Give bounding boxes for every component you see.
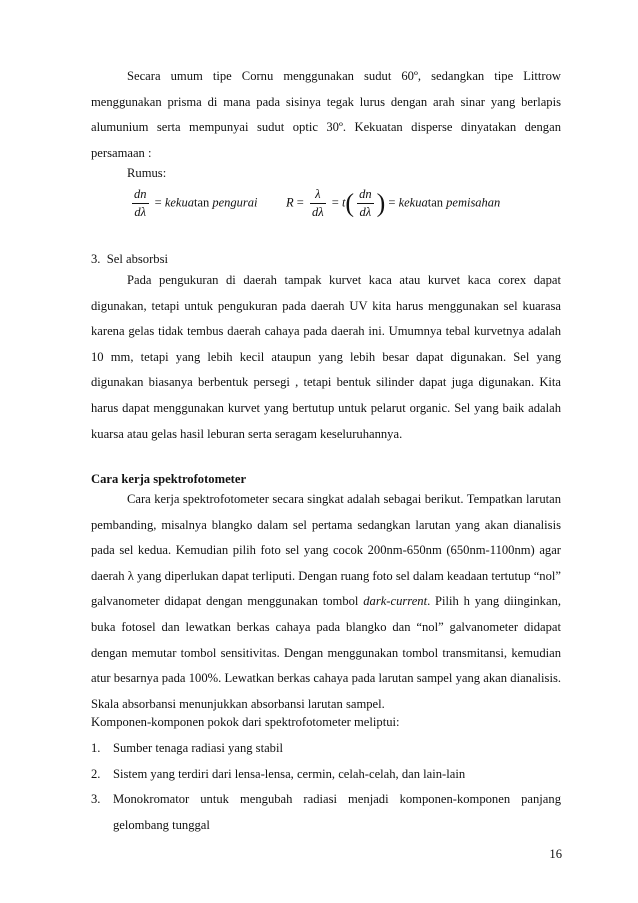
formula2-open-paren: ( <box>345 188 355 218</box>
section-3-title: Sel absorbsi <box>106 252 168 266</box>
formula1-word1: kekua <box>164 195 194 210</box>
formula2-numerator-2: dn <box>357 187 374 204</box>
cara-kerja-text-1: Cara kerja spektrofotometer secara singkat adalah sebagai berikut. Tempatkan larutan pembanding, misalnya blangko dalam sel pertama sedangkan larutan yang akan dianalisis pada sel kedua. Kemudian pilih foto sel yang cocok 200nm-650nm (650nm-1100nm) agar daerah λ yang diperlukan dapat terliputi. Dengan ruang foto sel dalam keadaan tertutup “nol” galvanometer didapat dengan menggunakan tombol <box>91 492 561 609</box>
list-item-number: 3. <box>91 792 101 807</box>
formula2-numerator-1: λ <box>310 187 326 204</box>
komponen-intro: Komponen-komponen pokok dari spektrofotometer meliptui: <box>91 715 400 729</box>
formula2-lhs: R <box>286 195 294 210</box>
formula2-fraction-1 <box>310 187 326 220</box>
formula1-numerator: dn <box>132 187 149 204</box>
list-item-number: 2. <box>91 766 101 781</box>
formula2-equals-1: = <box>296 195 304 210</box>
list-item <box>91 787 561 838</box>
list-item-text: Sumber tenaga radiasi yang stabil <box>113 741 283 755</box>
cara-kerja-text-2: . Pilih h yang diinginkan, buka fotosel dan lewatkan berkas cahaya pada blangko dan “nol” galvanometer didapat dengan memutar tombol sensitivitas. Dengan menggunakan tombol transmitansi, kemudian atur besarnya pada 100%. Lewatkan berkas cahaya pada larutan sampel yang akan dianalisis. Skala absorbansi menunjukkan absorbansi larutan sampel. <box>91 594 561 711</box>
komponen-list <box>91 736 561 838</box>
formula1-word2: pengurai <box>212 195 258 210</box>
paragraph-prism-types: Secara umum tipe Cornu menggunakan sudut 60º, sedangkan tipe Littrow menggunakan prisma di mana pada sisinya tegak lurus dengan arah sinar yang berlapis alumunium serta mempunyai sudut optic 30º. Kekuatan disperse dinyatakan dengan persamaan : <box>91 69 561 160</box>
formula2-t: t <box>341 195 346 210</box>
formula-dispersion <box>129 187 258 220</box>
formula2-tan: tan <box>427 195 444 210</box>
list-item-number: 1. <box>91 741 101 755</box>
list-item <box>91 762 561 788</box>
cara-kerja-heading: Cara kerja spektrofotometer <box>91 472 247 486</box>
formula2-fraction-2 <box>357 187 374 220</box>
formula1-denominator: dλ <box>134 205 147 219</box>
formula1-fraction <box>132 187 149 220</box>
formula2-equals-3: = <box>388 195 396 210</box>
list-item-text: Sistem yang terdiri dari lensa-lensa, cermin, celah-celah, dan lain-lain <box>113 766 466 781</box>
list-item-text: Monokromator untuk mengubah radiasi menjadi komponen-komponen panjang gelombang tunggal <box>113 792 561 832</box>
page-number: 16 <box>549 847 562 861</box>
paragraph-cara-kerja <box>91 487 561 717</box>
formula2-word1: kekua <box>398 195 428 210</box>
cara-kerja-italic-term: dark-current <box>363 594 428 609</box>
formula1-equals: = <box>154 195 162 210</box>
paragraph-sel-absorbsi: Pada pengukuran di daerah tampak kurvet kaca atau kurvet kaca corex dapat digunakan, tetapi untuk pengukuran pada daerah UV kita harus menggunakan sel kuarasa karena gelas tidak tembus daerah cahaya pada daerah ini. Umumnya tebal kurvetnya adalah 10 mm, tetapi yang lebih kecil ataupun yang lebih besar dapat digunakan. Sel yang digunakan biasanya berbentuk persegi , tetapi bentuk silinder dapat juga digunakan. Kita harus dapat menggunakan kurvet yang bertutup untuk pelarut organic. Sel yang baik adalah kuarsa atau gelas hasil leburan serta seragam keseluruhannya. <box>91 273 561 441</box>
list-item <box>91 736 561 762</box>
rumus-label: Rumus: <box>127 166 167 180</box>
section-3-heading <box>91 252 168 267</box>
formula-resolution <box>286 187 500 220</box>
formula2-equals-2: = <box>331 195 339 210</box>
formula2-close-paren: ) <box>376 188 386 218</box>
formula2-word2: pemisahan <box>446 195 501 210</box>
section-3-number: 3. <box>91 252 101 266</box>
formula2-denominator-2: dλ <box>359 205 372 219</box>
formula2-denominator-1: dλ <box>311 205 324 219</box>
formula1-tan: tan <box>193 195 210 210</box>
